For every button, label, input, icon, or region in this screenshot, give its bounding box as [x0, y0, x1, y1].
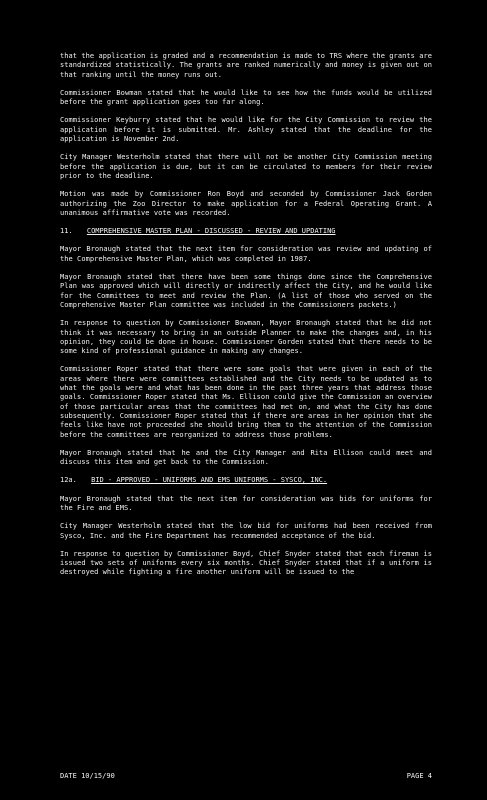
- paragraph-uniform-bids: Mayor Bronaugh stated that the next item for consideration was bids for uniforms for the Fire and EMS.: [60, 494, 432, 512]
- paragraph-bowman-funds: Commissioner Bowman stated that he would like to see how the funds would be utilized before the grant application goes too far along.: [60, 88, 432, 107]
- paragraph-master-plan-intro: Mayor Bronaugh stated that the next item for consideration was review and updating of the Comprehensive Master Plan, which was completed in 1987.: [60, 245, 432, 263]
- section-heading-11: [60, 227, 432, 236]
- paragraph-westerholm-deadline: City Manager Westerholm stated that there will not be another City Commission meeting before the application is due, but it can be circulated to members for their review prior to the deadline.: [60, 153, 432, 180]
- paragraph-motion-grant: Motion was made by Commissioner Ron Boyd and seconded by Commissioner Jack Gorden authorizing the Zoo Director to make application for a Federal Operating Grant. A unanimous affirmative vote was recorded.: [60, 190, 432, 217]
- footer-page-number: PAGE 4: [406, 772, 432, 780]
- document-body: [60, 52, 432, 587]
- section-title: BID - APPROVED - UNIFORMS AND EMS UNIFORMS - SYSCO, INC.: [91, 476, 328, 485]
- section-heading-12a: [60, 476, 432, 485]
- paragraph-grant-ranking: that the application is graded and a recommendation is made to TRS where the grants are standardized statistically. The grants are ranked numerically and money is given out on that ranking until the money runs out.: [60, 52, 432, 79]
- paragraph-outside-planner: In response to question by Commissioner Bowman, Mayor Bronaugh stated that he did not think it was necessary to bring in an outside Planner to make the changes and, in his opinion, they could be done in house. Commissioner Gorden stated that there needs to be some kind of professional guidance in making any changes.: [60, 319, 432, 356]
- paragraph-bronaugh-meet: Mayor Bronaugh stated that he and the City Manager and Rita Ellison could meet and discuss this item and get back to the Commission.: [60, 448, 432, 467]
- page-footer: [60, 772, 432, 781]
- paragraph-snyder-uniforms: In response to question by Commissioner Boyd, Chief Snyder stated that each fireman is issued two sets of uniforms every six months. Chief Snyder stated that if a uniform is destroyed while fighting a fire another uniform will be issued to the: [60, 549, 432, 577]
- paragraph-roper-goals: Commissioner Roper stated that there were some goals that were given in each of the areas where there were committees established and the City needs to be updated as to what the goals were and what has been done in the past three years that address those goals. Commissioner Roper stated that Ms. Ellison could give the Commission an overview of those particular areas that the committees had met on, and what the City has done subsequently. Commissioner Roper stated that if there are areas in her opinion that she feels like have not proceeded she should bring them to the attention of the Commission before the committees are reorganized to address those problems.: [60, 365, 432, 439]
- footer-date: DATE 10/15/90: [60, 772, 115, 780]
- section-number: 12a.: [60, 476, 77, 485]
- section-number: 11.: [60, 227, 73, 236]
- section-title: COMPREHENSIVE MASTER PLAN - DISCUSSED - REVIEW AND UPDATING: [86, 227, 336, 236]
- paragraph-keyburry-review: Commissioner Keyburry stated that he would like for the City Commission to review the application before it is submitted. Mr. Ashley stated that the deadline for the application is November 2nd.: [60, 116, 432, 144]
- paragraph-sysco-low-bid: City Manager Westerholm stated that the low bid for uniforms had been received from Sysco, Inc. and the Fire Department has recommended acceptance of the bid.: [60, 522, 432, 540]
- paragraph-master-plan-committees: Mayor Bronaugh stated that there have been some things done since the Comprehensive Plan was approved which will directly or indirectly affect the City, and he would like for the Committees to meet and review the Plan. (A list of those who served on the Comprehensive Master Plan committee was included in the Commissioners packets.): [60, 273, 432, 309]
